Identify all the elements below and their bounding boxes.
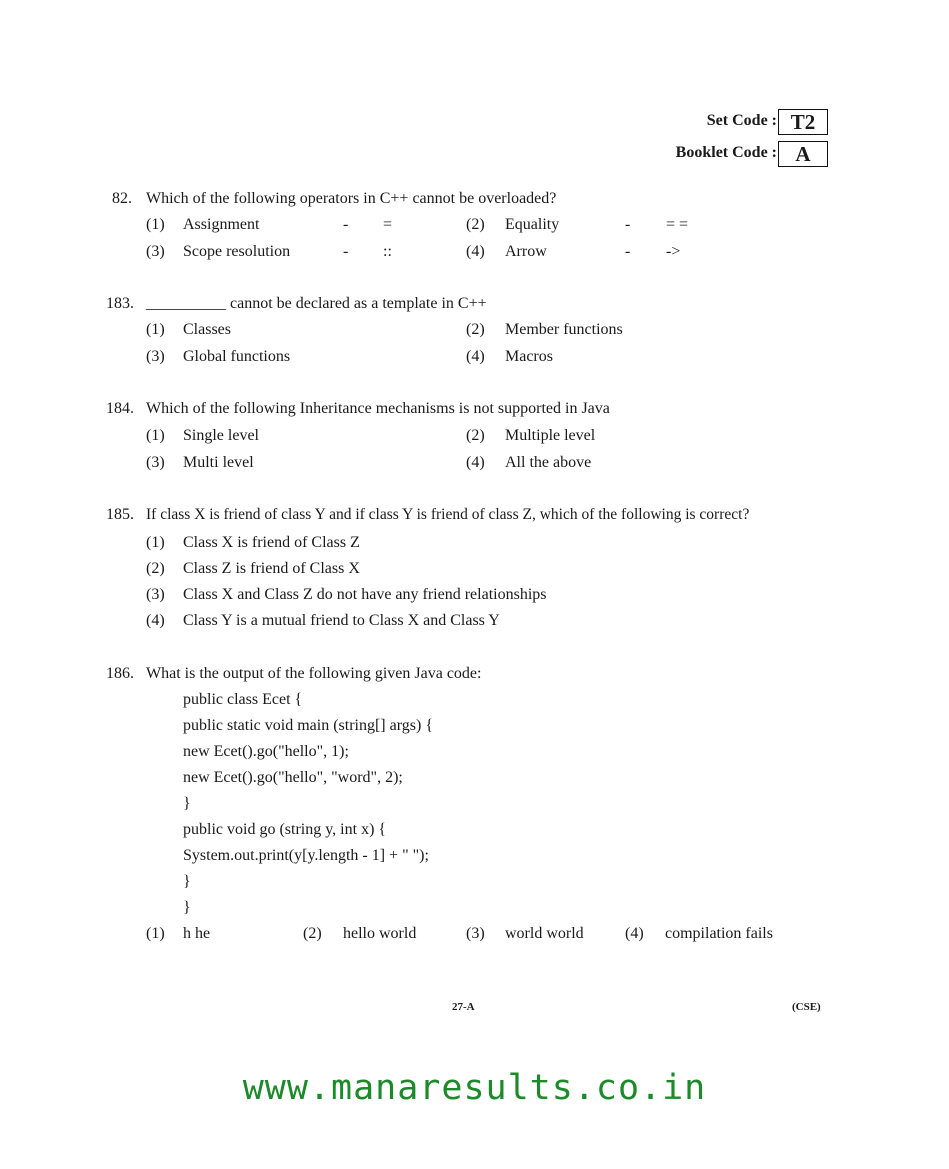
option-text: h he — [183, 925, 211, 942]
option-text: Equality — [505, 216, 560, 233]
question-number: 185. — [106, 506, 134, 523]
question-number: 82. — [112, 190, 132, 207]
option-number: (2) — [466, 321, 485, 338]
option-text: Classes — [183, 321, 231, 338]
option-number: (2) — [466, 427, 485, 444]
option-number: (4) — [466, 348, 485, 365]
question-text: If class X is friend of class Y and if class Y is friend of class Z, which of the following is correct? — [146, 506, 750, 523]
option-number: (4) — [466, 454, 485, 471]
option-text: Class Z is friend of Class X — [183, 560, 360, 577]
option-dash: - — [343, 243, 349, 260]
option-number: (1) — [146, 216, 165, 233]
option-text: world world — [505, 925, 584, 942]
question-text: What is the output of the following given Java code: — [146, 665, 482, 682]
option-number: (1) — [146, 925, 165, 942]
option-dash: - — [343, 216, 349, 233]
code-line: public class Ecet { — [183, 691, 303, 708]
option-number: (3) — [466, 925, 485, 942]
option-number: (1) — [146, 534, 165, 551]
code-line: System.out.print(y[y.length - 1] + " "); — [183, 847, 429, 864]
branch-code: (CSE) — [792, 1001, 821, 1013]
page-number: 27-A — [452, 1001, 475, 1013]
option-operator: :: — [383, 243, 392, 260]
option-number: (1) — [146, 321, 165, 338]
question-text: __________ cannot be declared as a template in C++ — [146, 295, 487, 312]
option-text: Arrow — [505, 243, 547, 260]
code-line: new Ecet().go("hello", 1); — [183, 743, 349, 760]
set-code-label: Set Code : — [706, 112, 777, 129]
question-number: 186. — [106, 665, 134, 682]
option-number: (4) — [625, 925, 644, 942]
option-text: Macros — [505, 348, 553, 365]
option-text: All the above — [505, 454, 592, 471]
option-operator: -> — [666, 243, 681, 260]
option-text: Class X is friend of Class Z — [183, 534, 360, 551]
code-line: } — [183, 873, 191, 890]
option-operator: = = — [666, 216, 689, 233]
option-number: (3) — [146, 454, 165, 471]
option-text: Multiple level — [505, 427, 596, 444]
code-line: new Ecet().go("hello", "word", 2); — [183, 769, 403, 786]
question-number: 184. — [106, 400, 134, 417]
option-text: Class X and Class Z do not have any friend relationships — [183, 586, 547, 603]
watermark-url: www.manaresults.co.in — [242, 1068, 707, 1108]
option-operator: = — [383, 216, 393, 233]
code-line: } — [183, 795, 191, 812]
option-text: Member functions — [505, 321, 623, 338]
option-number: (3) — [146, 243, 165, 260]
option-text: hello world — [343, 925, 417, 942]
question-text: Which of the following Inheritance mechanisms is not supported in Java — [146, 400, 610, 417]
option-text: Multi level — [183, 454, 254, 471]
option-text: Single level — [183, 427, 259, 444]
option-number: (3) — [146, 586, 165, 603]
booklet-code-label: Booklet Code : — [675, 144, 777, 161]
code-line: public void go (string y, int x) { — [183, 821, 387, 838]
option-text: Global functions — [183, 348, 291, 365]
option-number: (2) — [466, 216, 485, 233]
option-number: (3) — [146, 348, 165, 365]
option-number: (4) — [146, 612, 165, 629]
option-dash: - — [625, 216, 631, 233]
booklet-code-value: A — [778, 141, 828, 167]
option-number: (2) — [146, 560, 165, 577]
option-number: (1) — [146, 427, 165, 444]
option-text: Class Y is a mutual friend to Class X and Class Y — [183, 612, 500, 629]
option-text: Scope resolution — [183, 243, 291, 260]
code-line: public static void main (string[] args) { — [183, 717, 433, 734]
question-text: Which of the following operators in C++ cannot be overloaded? — [146, 190, 557, 207]
option-dash: - — [625, 243, 631, 260]
option-text: Assignment — [183, 216, 260, 233]
option-number: (2) — [303, 925, 322, 942]
option-number: (4) — [466, 243, 485, 260]
code-line: } — [183, 899, 191, 916]
option-text: compilation fails — [665, 925, 773, 942]
question-number: 183. — [106, 295, 134, 312]
set-code-value: T2 — [778, 109, 828, 135]
